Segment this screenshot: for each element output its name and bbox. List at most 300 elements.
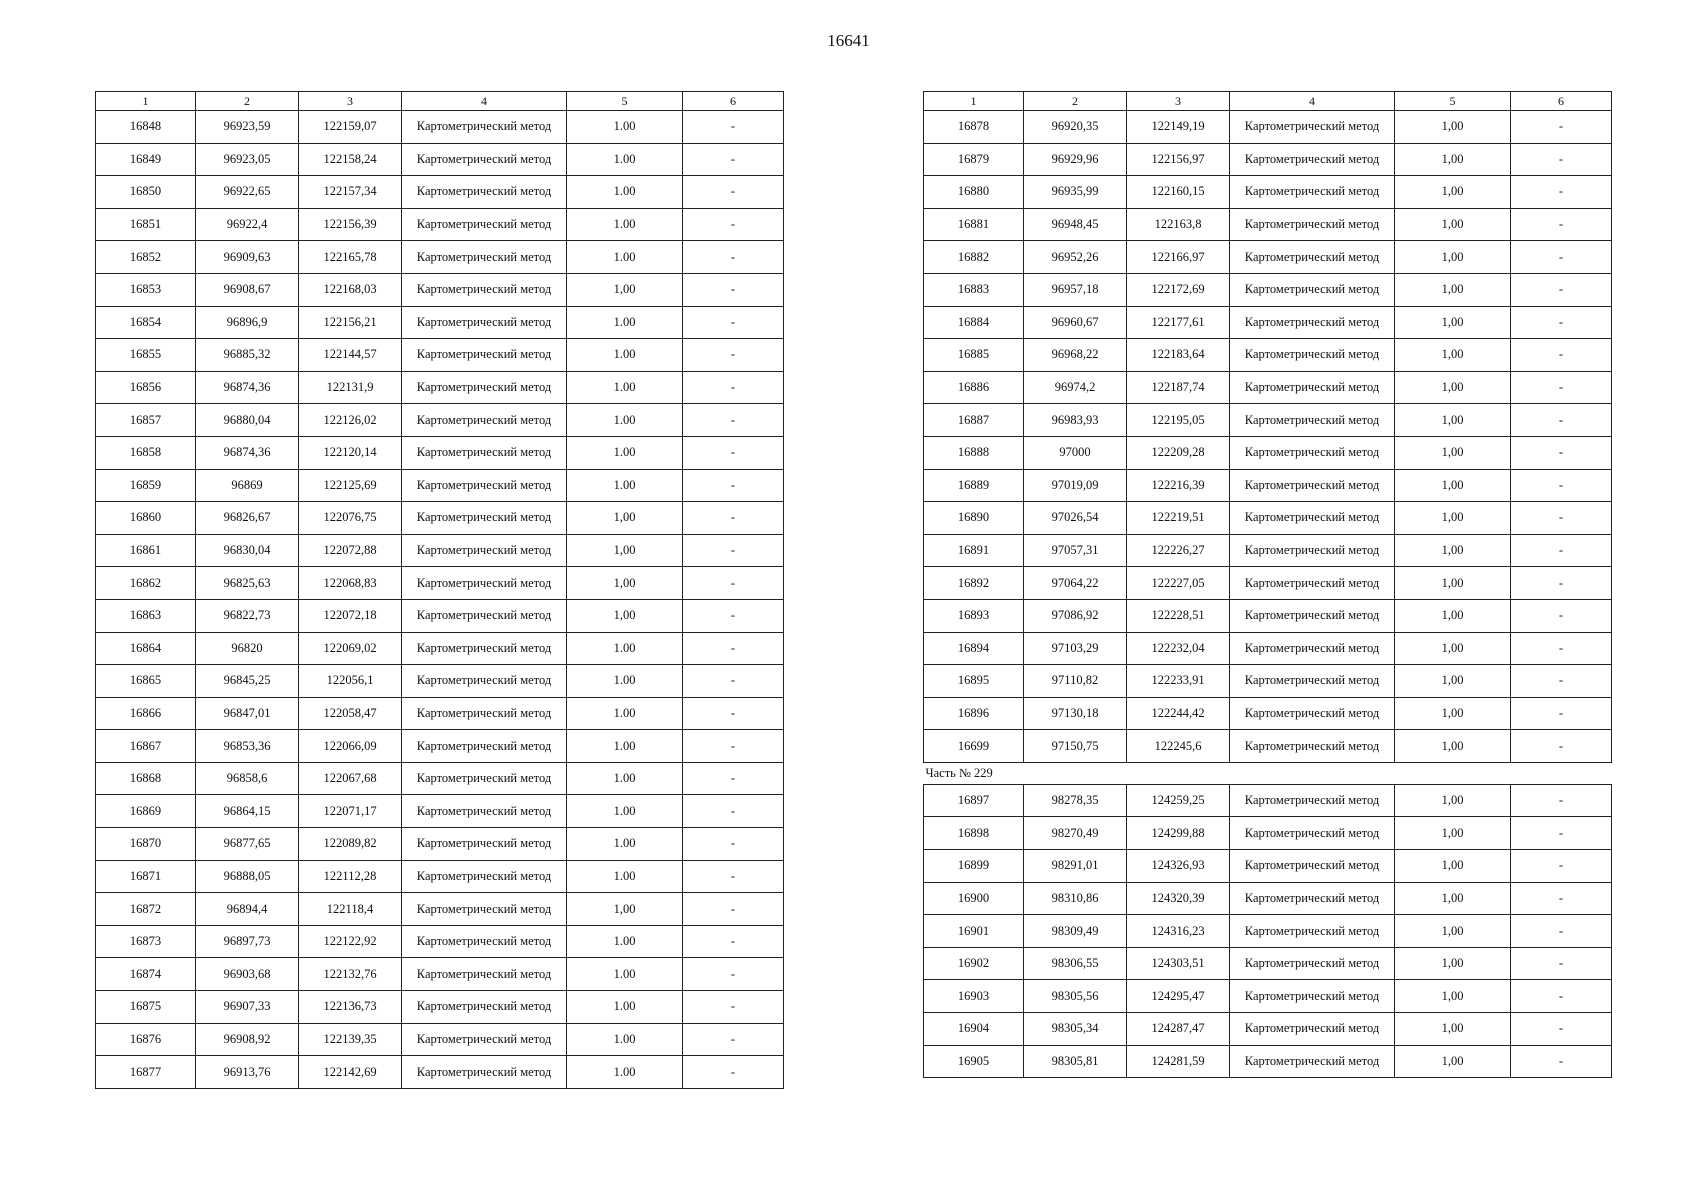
table-cell: Картометрический метод — [402, 958, 567, 991]
table-cell: Картометрический метод — [402, 1056, 567, 1089]
table-cell: Картометрический метод — [402, 143, 567, 176]
table-cell: 16699 — [924, 730, 1024, 763]
table-row — [924, 1045, 1612, 1078]
table-cell: 122156,97 — [1127, 143, 1230, 176]
table-row — [96, 273, 784, 306]
table-cell: - — [1511, 599, 1612, 632]
table-cell: 16871 — [96, 860, 196, 893]
table-cell: 1.00 — [567, 371, 683, 404]
table-cell: 98310,86 — [1024, 882, 1127, 915]
table-cell: Картометрический метод — [1230, 339, 1395, 372]
table-cell: - — [683, 371, 784, 404]
table-cell: 122144,57 — [299, 339, 402, 372]
table-row — [96, 632, 784, 665]
table-cell: 96908,92 — [196, 1023, 299, 1056]
table-header-row — [924, 92, 1612, 111]
table-cell: Картометрический метод — [402, 599, 567, 632]
table-cell: Картометрический метод — [1230, 665, 1395, 698]
table-cell: 1,00 — [1395, 915, 1511, 948]
table-cell: 122136,73 — [299, 991, 402, 1024]
table-cell: 1,00 — [567, 599, 683, 632]
table-row — [96, 306, 784, 339]
column-header: 1 — [924, 92, 1024, 111]
table-cell: - — [683, 111, 784, 144]
table-cell: Картометрический метод — [402, 371, 567, 404]
table-cell: Картометрический метод — [402, 273, 567, 306]
table-cell: 122228,51 — [1127, 599, 1230, 632]
table-cell: 16869 — [96, 795, 196, 828]
table-cell: - — [1511, 730, 1612, 763]
table-cell: 97000 — [1024, 436, 1127, 469]
table-cell: 1.00 — [567, 795, 683, 828]
table-cell: Картометрический метод — [1230, 730, 1395, 763]
table-cell: 96923,05 — [196, 143, 299, 176]
table-cell: - — [683, 502, 784, 535]
table-cell: 96897,73 — [196, 925, 299, 958]
table-cell: 16891 — [924, 534, 1024, 567]
table-cell: 16862 — [96, 567, 196, 600]
table-cell: Картометрический метод — [402, 241, 567, 274]
table-cell: Картометрический метод — [1230, 273, 1395, 306]
table-cell: 97130,18 — [1024, 697, 1127, 730]
table-row — [96, 469, 784, 502]
table-cell: 97057,31 — [1024, 534, 1127, 567]
table-cell: 122160,15 — [1127, 176, 1230, 209]
table-cell: 122168,03 — [299, 273, 402, 306]
table-cell: 16897 — [924, 784, 1024, 817]
table-cell: 1,00 — [567, 273, 683, 306]
section-label: Часть № 229 — [924, 762, 1612, 784]
table-cell: 96894,4 — [196, 893, 299, 926]
table-cell: 16881 — [924, 208, 1024, 241]
table-cell: Картометрический метод — [402, 893, 567, 926]
table-cell: 122156,21 — [299, 306, 402, 339]
table-row — [924, 306, 1612, 339]
table-cell: 122072,18 — [299, 599, 402, 632]
table-cell: 16870 — [96, 828, 196, 861]
table-cell: 1,00 — [1395, 1045, 1511, 1078]
table-cell: Картометрический метод — [402, 925, 567, 958]
table-cell: 16867 — [96, 730, 196, 763]
table-cell: 1,00 — [1395, 273, 1511, 306]
table-cell: 96908,67 — [196, 273, 299, 306]
table-row — [924, 273, 1612, 306]
table-cell: 1,00 — [1395, 850, 1511, 883]
table-row — [924, 882, 1612, 915]
table-row — [924, 665, 1612, 698]
table-cell: 16868 — [96, 762, 196, 795]
table-cell: 122158,24 — [299, 143, 402, 176]
table-row — [924, 208, 1612, 241]
table-row — [96, 795, 784, 828]
table-cell: 96874,36 — [196, 371, 299, 404]
table-row — [96, 111, 784, 144]
table-cell: 16905 — [924, 1045, 1024, 1078]
table-cell: 122072,88 — [299, 534, 402, 567]
table-cell: 1,00 — [1395, 665, 1511, 698]
table-row — [96, 860, 784, 893]
table-cell: 122245,6 — [1127, 730, 1230, 763]
table-cell: 122132,76 — [299, 958, 402, 991]
table-cell: - — [683, 534, 784, 567]
table-cell: 1,00 — [1395, 784, 1511, 817]
table-cell: - — [1511, 502, 1612, 535]
table-cell: 1,00 — [1395, 947, 1511, 980]
table-cell: 1,00 — [1395, 882, 1511, 915]
table-cell: 1.00 — [567, 208, 683, 241]
table-cell: 1,00 — [1395, 697, 1511, 730]
table-cell: - — [683, 176, 784, 209]
table-cell: 96877,65 — [196, 828, 299, 861]
table-cell: 16864 — [96, 632, 196, 665]
table-cell: 16899 — [924, 850, 1024, 883]
table-cell: - — [1511, 404, 1612, 437]
table-cell: 1,00 — [1395, 469, 1511, 502]
table-cell: 1.00 — [567, 1023, 683, 1056]
table-cell: - — [683, 567, 784, 600]
column-header: 6 — [683, 92, 784, 111]
table-cell: 1,00 — [1395, 632, 1511, 665]
table-row — [96, 176, 784, 209]
table-cell: Картометрический метод — [402, 991, 567, 1024]
table-row — [924, 850, 1612, 883]
table-cell: 96907,33 — [196, 991, 299, 1024]
table-cell: 1,00 — [1395, 534, 1511, 567]
table-cell: 1.00 — [567, 828, 683, 861]
table-row — [924, 404, 1612, 437]
table-cell: 98305,81 — [1024, 1045, 1127, 1078]
table-cell: - — [683, 143, 784, 176]
table-cell: 96820 — [196, 632, 299, 665]
table-row — [924, 502, 1612, 535]
table-cell: 16902 — [924, 947, 1024, 980]
table-cell: - — [683, 893, 784, 926]
table-cell: 98291,01 — [1024, 850, 1127, 883]
table-cell: - — [1511, 339, 1612, 372]
table-cell: 96968,22 — [1024, 339, 1127, 372]
table-cell: - — [683, 958, 784, 991]
table-cell: 16896 — [924, 697, 1024, 730]
table-cell: 98305,34 — [1024, 1013, 1127, 1046]
table-cell: - — [683, 306, 784, 339]
table-cell: 122226,27 — [1127, 534, 1230, 567]
table-cell: Картометрический метод — [402, 469, 567, 502]
table-cell: 1,00 — [1395, 980, 1511, 1013]
table-cell: Картометрический метод — [1230, 371, 1395, 404]
table-cell: 96896,9 — [196, 306, 299, 339]
table-cell: 122125,69 — [299, 469, 402, 502]
table-cell: 96888,05 — [196, 860, 299, 893]
table-cell: - — [1511, 534, 1612, 567]
table-cell: Картометрический метод — [402, 665, 567, 698]
table-cell: 97026,54 — [1024, 502, 1127, 535]
table-cell: 122187,74 — [1127, 371, 1230, 404]
table-cell: 1,00 — [1395, 306, 1511, 339]
table-cell: 16893 — [924, 599, 1024, 632]
table-cell: Картометрический метод — [1230, 567, 1395, 600]
table-cell: 1.00 — [567, 958, 683, 991]
table-cell: 96922,65 — [196, 176, 299, 209]
table-cell: - — [683, 730, 784, 763]
table-cell: 96983,93 — [1024, 404, 1127, 437]
table-cell: Картометрический метод — [1230, 817, 1395, 850]
table-cell: - — [1511, 817, 1612, 850]
table-cell: 1,00 — [567, 502, 683, 535]
table-cell: 16903 — [924, 980, 1024, 1013]
table-cell: 96948,45 — [1024, 208, 1127, 241]
table-row — [924, 143, 1612, 176]
table-cell: - — [1511, 567, 1612, 600]
table-cell: 16889 — [924, 469, 1024, 502]
table-cell: - — [1511, 915, 1612, 948]
table-cell: - — [1511, 306, 1612, 339]
table-cell: 16882 — [924, 241, 1024, 274]
table-cell: 98270,49 — [1024, 817, 1127, 850]
table-cell: 16874 — [96, 958, 196, 991]
table-cell: - — [1511, 882, 1612, 915]
table-cell: 16876 — [96, 1023, 196, 1056]
table-cell: 96880,04 — [196, 404, 299, 437]
table-cell: 97103,29 — [1024, 632, 1127, 665]
table-cell: 1.00 — [567, 241, 683, 274]
table-cell: Картометрический метод — [1230, 915, 1395, 948]
table-cell: - — [683, 632, 784, 665]
table-cell: Картометрический метод — [1230, 1045, 1395, 1078]
table-cell: 1,00 — [567, 893, 683, 926]
table-cell: - — [683, 762, 784, 795]
table-cell: 1.00 — [567, 436, 683, 469]
table-cell: 1,00 — [1395, 404, 1511, 437]
table-cell: Картометрический метод — [1230, 306, 1395, 339]
table-cell: 97110,82 — [1024, 665, 1127, 698]
table-cell: 1.00 — [567, 762, 683, 795]
table-cell: Картометрический метод — [402, 762, 567, 795]
table-cell: - — [683, 241, 784, 274]
column-header: 1 — [96, 92, 196, 111]
table-cell: Картометрический метод — [402, 795, 567, 828]
column-header: 4 — [1230, 92, 1395, 111]
table-cell: 122122,92 — [299, 925, 402, 958]
table-row — [96, 762, 784, 795]
table-cell: 124303,51 — [1127, 947, 1230, 980]
table-cell: 16894 — [924, 632, 1024, 665]
table-row — [96, 925, 784, 958]
table-cell: 122131,9 — [299, 371, 402, 404]
table-cell: Картометрический метод — [1230, 534, 1395, 567]
table-row — [924, 697, 1612, 730]
table-cell: 124287,47 — [1127, 1013, 1230, 1046]
table-cell: 1.00 — [567, 632, 683, 665]
table-cell: 16866 — [96, 697, 196, 730]
table-cell: 16887 — [924, 404, 1024, 437]
table-cell: 124316,23 — [1127, 915, 1230, 948]
table-row — [96, 534, 784, 567]
table-row — [924, 469, 1612, 502]
table-cell: 122177,61 — [1127, 306, 1230, 339]
table-cell: 96885,32 — [196, 339, 299, 372]
table-row — [96, 991, 784, 1024]
table-cell: Картометрический метод — [1230, 980, 1395, 1013]
table-cell: 16855 — [96, 339, 196, 372]
table-cell: 122142,69 — [299, 1056, 402, 1089]
table-cell: Картометрический метод — [402, 502, 567, 535]
table-cell: - — [1511, 469, 1612, 502]
table-cell: 122058,47 — [299, 697, 402, 730]
table-cell: 122244,42 — [1127, 697, 1230, 730]
table-cell: 16852 — [96, 241, 196, 274]
table-cell: 122232,04 — [1127, 632, 1230, 665]
table-cell: 1,00 — [1395, 817, 1511, 850]
table-cell: 16851 — [96, 208, 196, 241]
table-cell: 1.00 — [567, 176, 683, 209]
table-cell: 96922,4 — [196, 208, 299, 241]
table-cell: 16886 — [924, 371, 1024, 404]
table-cell: 16879 — [924, 143, 1024, 176]
table-cell: 122112,28 — [299, 860, 402, 893]
table-cell: 16890 — [924, 502, 1024, 535]
table-cell: 16865 — [96, 665, 196, 698]
table-cell: - — [1511, 436, 1612, 469]
table-cell: 96822,73 — [196, 599, 299, 632]
table-cell: Картометрический метод — [402, 176, 567, 209]
table-cell: 122163,8 — [1127, 208, 1230, 241]
table-cell: 122209,28 — [1127, 436, 1230, 469]
table-cell: - — [1511, 947, 1612, 980]
column-header: 3 — [1127, 92, 1230, 111]
table-cell: - — [683, 208, 784, 241]
table-cell: 122227,05 — [1127, 567, 1230, 600]
table-cell: 122165,78 — [299, 241, 402, 274]
table-row — [924, 176, 1612, 209]
table-row — [96, 828, 784, 861]
table-cell: Картометрический метод — [402, 697, 567, 730]
table-cell: 1.00 — [567, 730, 683, 763]
table-cell: 122126,02 — [299, 404, 402, 437]
table-row — [96, 697, 784, 730]
table-cell: 1,00 — [1395, 371, 1511, 404]
table-cell: 16892 — [924, 567, 1024, 600]
table-cell: 16904 — [924, 1013, 1024, 1046]
column-header: 5 — [567, 92, 683, 111]
table-cell: - — [683, 339, 784, 372]
table-cell: - — [1511, 1045, 1612, 1078]
table-cell: - — [683, 665, 784, 698]
column-header: 2 — [196, 92, 299, 111]
table-cell: 96853,36 — [196, 730, 299, 763]
table-cell: Картометрический метод — [402, 208, 567, 241]
table-cell: 16898 — [924, 817, 1024, 850]
table-cell: - — [1511, 111, 1612, 144]
table-cell: 96957,18 — [1024, 273, 1127, 306]
table-cell: 16873 — [96, 925, 196, 958]
table-cell: 16859 — [96, 469, 196, 502]
table-row — [96, 208, 784, 241]
table-cell: 1,00 — [1395, 436, 1511, 469]
table-cell: Картометрический метод — [1230, 850, 1395, 883]
table-cell: 122066,09 — [299, 730, 402, 763]
table-cell: 97064,22 — [1024, 567, 1127, 600]
table-cell: 1.00 — [567, 925, 683, 958]
table-cell: 124259,25 — [1127, 784, 1230, 817]
table-cell: 96923,59 — [196, 111, 299, 144]
table-cell: 16849 — [96, 143, 196, 176]
table-row — [924, 632, 1612, 665]
table-row — [924, 915, 1612, 948]
table-cell: 122183,64 — [1127, 339, 1230, 372]
table-cell: Картометрический метод — [1230, 469, 1395, 502]
table-cell: 16878 — [924, 111, 1024, 144]
table-cell: 96929,96 — [1024, 143, 1127, 176]
table-row — [96, 241, 784, 274]
table-cell: 122089,82 — [299, 828, 402, 861]
table-row — [924, 947, 1612, 980]
table-cell: 16854 — [96, 306, 196, 339]
table-cell: Картометрический метод — [1230, 111, 1395, 144]
table-cell: 1.00 — [567, 404, 683, 437]
table-cell: 96830,04 — [196, 534, 299, 567]
table-cell: - — [1511, 143, 1612, 176]
table-cell: Картометрический метод — [402, 567, 567, 600]
table-cell: Картометрический метод — [402, 730, 567, 763]
table-cell: 1.00 — [567, 697, 683, 730]
table-cell: - — [1511, 665, 1612, 698]
table-cell: 16858 — [96, 436, 196, 469]
table-row — [924, 241, 1612, 274]
table-row — [96, 1056, 784, 1089]
table-row — [96, 404, 784, 437]
table-cell: Картометрический метод — [1230, 241, 1395, 274]
table-cell: 16861 — [96, 534, 196, 567]
table-cell: Картометрический метод — [402, 436, 567, 469]
table-cell: 122233,91 — [1127, 665, 1230, 698]
table-cell: - — [1511, 632, 1612, 665]
table-cell: 122172,69 — [1127, 273, 1230, 306]
table-row — [924, 534, 1612, 567]
column-header: 5 — [1395, 92, 1511, 111]
page-number: 16641 — [827, 31, 870, 50]
table-cell: 1.00 — [567, 306, 683, 339]
table-cell: 122071,17 — [299, 795, 402, 828]
table-cell: 16900 — [924, 882, 1024, 915]
table-cell: 122068,83 — [299, 567, 402, 600]
column-header: 6 — [1511, 92, 1612, 111]
table-cell: 1,00 — [1395, 241, 1511, 274]
table-cell: 1,00 — [567, 534, 683, 567]
table-cell: 1.00 — [567, 111, 683, 144]
table-cell: 98305,56 — [1024, 980, 1127, 1013]
table-cell: 16880 — [924, 176, 1024, 209]
table-cell: - — [1511, 241, 1612, 274]
table-cell: 1.00 — [567, 860, 683, 893]
table-cell: 16853 — [96, 273, 196, 306]
table-cell: 122067,68 — [299, 762, 402, 795]
section-row — [924, 762, 1612, 784]
table-cell: 16850 — [96, 176, 196, 209]
table-cell: - — [683, 828, 784, 861]
table-row — [96, 665, 784, 698]
table-row — [924, 371, 1612, 404]
table-cell: Картометрический метод — [1230, 404, 1395, 437]
table-cell: - — [1511, 697, 1612, 730]
table-header-row — [96, 92, 784, 111]
table-row — [96, 599, 784, 632]
table-cell: 98278,35 — [1024, 784, 1127, 817]
table-cell: - — [683, 599, 784, 632]
table-cell: 96960,67 — [1024, 306, 1127, 339]
table-row — [924, 339, 1612, 372]
table-cell: 1.00 — [567, 143, 683, 176]
table-row — [96, 371, 784, 404]
